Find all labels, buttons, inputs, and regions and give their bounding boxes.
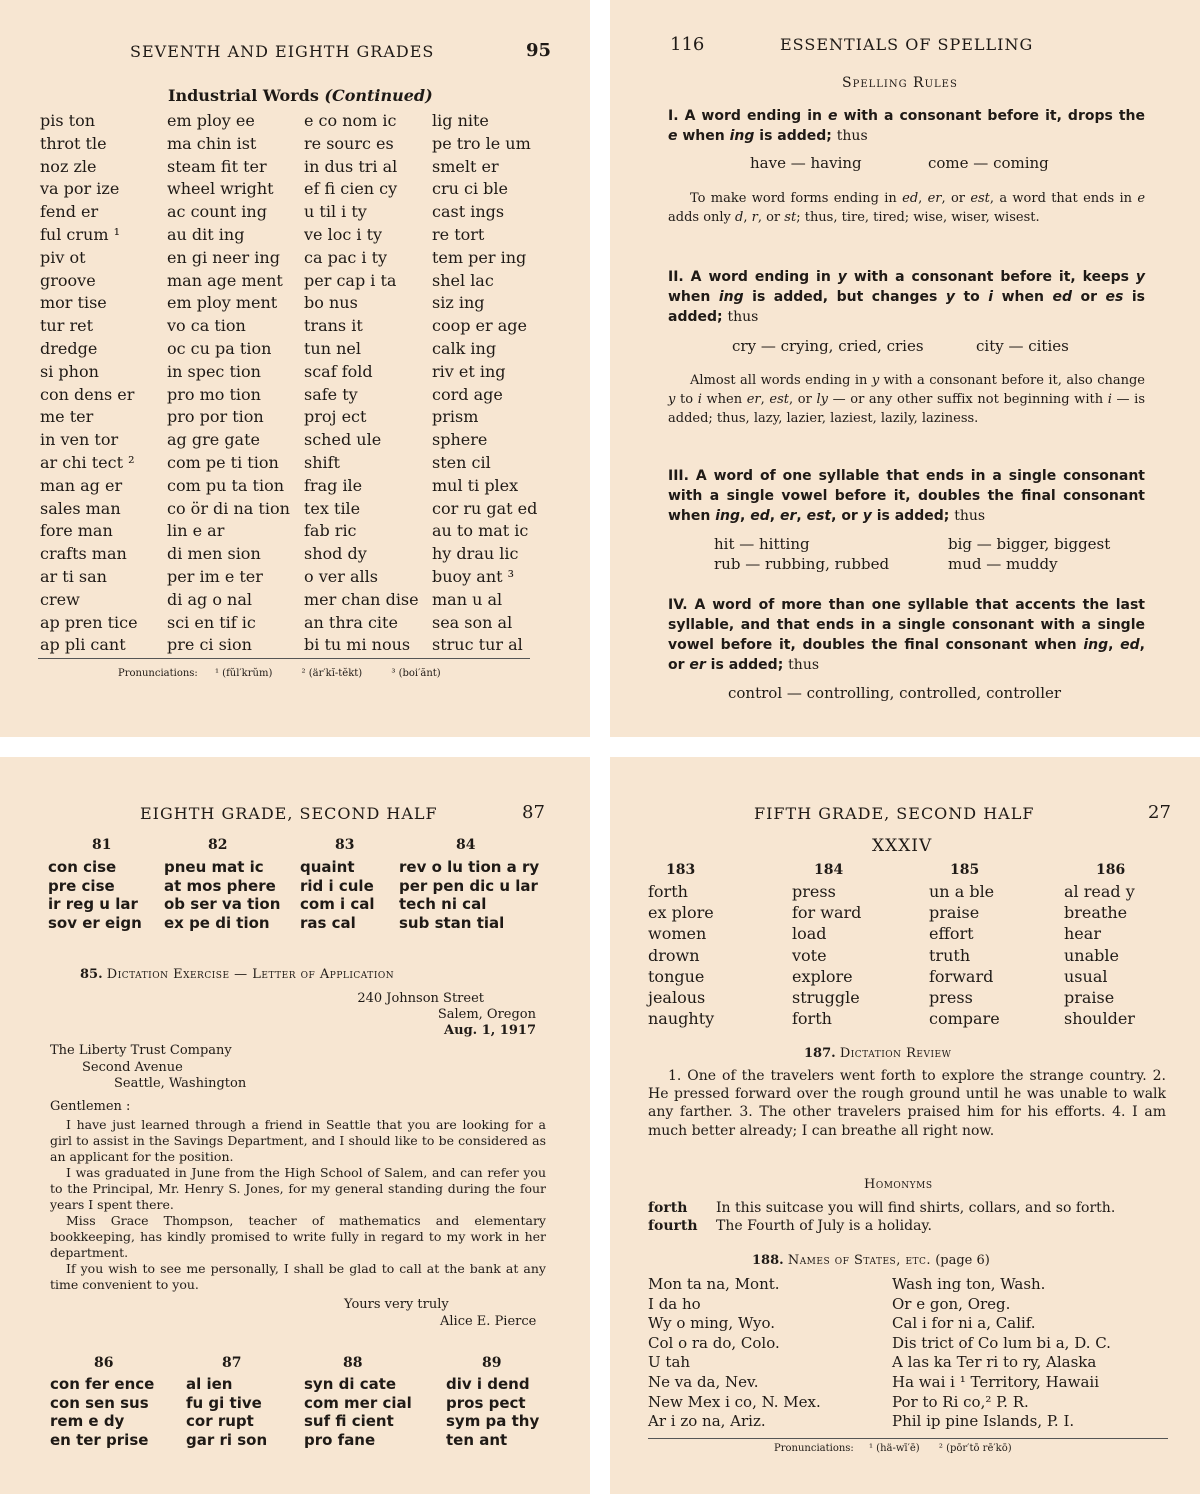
word-item: throt tle (40, 133, 107, 153)
word-item: noz zle (40, 156, 97, 176)
word-item: wheel wright (167, 179, 274, 199)
column-2 (792, 881, 929, 1029)
word-columns (648, 881, 1174, 1029)
word-item: shel lac (432, 270, 494, 290)
states-column-2 (892, 1275, 1172, 1432)
word-item: oc cu pa tion (167, 338, 272, 358)
word-item: usual (1064, 966, 1108, 986)
word-item: shift (304, 452, 340, 472)
word-item: o ver alls (304, 566, 378, 586)
word-item: un a ble (929, 882, 995, 901)
review-heading (804, 1046, 951, 1061)
word-item: proj ect (304, 407, 367, 427)
word-item: me ter (40, 407, 94, 427)
word-item: cor ru gat ed (432, 498, 538, 518)
column-4 (432, 110, 542, 657)
word-columns (40, 110, 542, 657)
word-item: mer chan dise (304, 589, 419, 609)
word-item: syn di cate (304, 1375, 397, 1393)
state-item: Cal i for ni a, Calif. (892, 1314, 1036, 1333)
word-item: tex tile (304, 498, 361, 518)
note-1: To make word forms ending in ed, er, or est, a word that ends in e adds only d, r, or st; thus, tire, tired; wise, wiser, wisest. (668, 191, 1146, 225)
word-item: ten ant (446, 1430, 508, 1449)
word-item: au dit ing (167, 224, 245, 244)
note-2: Almost all words ending in y with a consonant before it, also change y to i when er, est, or ly — or any other suffix not beginning with i — is added; thus, lazy, lazier, laziest, lazily, laziness. (668, 373, 1145, 426)
word-item: ar ti san (40, 566, 107, 586)
word-item: in ven tor (40, 430, 119, 450)
lesson-number-82: 82 (208, 837, 228, 853)
word-item: press (929, 988, 973, 1008)
page-fifth-grade (610, 757, 1200, 1494)
word-item: con sen sus (50, 1393, 149, 1412)
word-item: shod dy (304, 544, 367, 564)
example-1b: come — coming (928, 154, 1049, 172)
letter-signature: Alice E. Pierce (440, 1314, 537, 1329)
word-item: siz ing (432, 293, 485, 313)
letter-paragraph-1: I have just learned through a friend in Seattle that you are looking for a girl to assist in the Savings Department, and I should like to be considered as an applicant for the position. (50, 1117, 546, 1164)
word-item: au to mat ic (432, 521, 529, 541)
lesson-number-86: 86 (94, 1355, 114, 1371)
footnote-rule (648, 1438, 1168, 1439)
salutation: Gentlemen : (50, 1099, 131, 1114)
word-item: e co nom ic (304, 111, 397, 130)
word-item: lig nite (432, 111, 489, 130)
word-item: di men sion (167, 544, 261, 564)
word-item: per pen dic u lar (399, 876, 538, 895)
word-columns-bottom (50, 1375, 556, 1449)
column-2 (186, 1375, 304, 1449)
example-4: control — controlling, controlled, controller (728, 684, 1062, 702)
state-item: Dis trict of Co lum bi a, D. C. (892, 1333, 1111, 1352)
rule-2: II. A word ending in y with a consonant before it, keeps y when ing is added, but changes y to i when ed or es is added; thus (668, 269, 1145, 325)
column-2 (164, 858, 300, 932)
word-item: pro mo tion (167, 384, 261, 404)
lesson-number-87: 87 (222, 1355, 242, 1371)
pron-2: ² (är′kĭ-tĕkt) (301, 668, 363, 679)
word-item: ap pren tice (40, 612, 138, 632)
word-item: steam fit ter (167, 156, 267, 176)
example-3b: big — bigger, biggest (948, 535, 1111, 553)
word-item: tech ni cal (399, 895, 487, 914)
word-item: va por ize (40, 179, 120, 199)
state-item: Mon ta na, Mont. (648, 1275, 780, 1293)
word-item: pro por tion (167, 407, 264, 427)
page-number: 87 (522, 802, 545, 823)
word-item: di ag o nal (167, 589, 252, 609)
word-item: sea son al (432, 612, 513, 632)
word-item: pros pect (446, 1393, 526, 1412)
rule-4: IV. A word of more than one syllable that accents the last syllable, and that ends in a single consonant with a single vowel before it, doubles the final consonant when ing, ed, or er is added; thus (668, 597, 1145, 673)
word-item: women (648, 924, 707, 944)
page-number: 27 (1148, 802, 1171, 823)
rule-1: I. A word ending in e with a consonant before it, drops the e when ing is added; thus (668, 108, 1146, 144)
recipient-company: The Liberty Trust Company (50, 1043, 232, 1058)
word-item: gar ri son (186, 1430, 268, 1449)
word-item: bi tu mi nous (304, 635, 411, 655)
column-4 (399, 858, 549, 932)
word-item: cru ci ble (432, 179, 508, 199)
word-item: compare (929, 1009, 1000, 1029)
column-1 (48, 858, 164, 932)
word-item: in dus tri al (304, 156, 398, 176)
pron-1: ¹ (fŭl′krŭm) (214, 668, 273, 679)
word-item: ef fi cien cy (304, 179, 398, 199)
word-item: cord age (432, 384, 503, 404)
review-number: 187. (804, 1046, 836, 1061)
word-item: explore (792, 966, 853, 986)
word-item: ex plore (648, 903, 714, 923)
word-item: hy drau lic (432, 544, 519, 564)
word-item: piv ot (40, 247, 86, 267)
word-item: ag gre gate (167, 430, 260, 450)
recipient-address (50, 1043, 246, 1093)
word-item: jealous (648, 988, 706, 1008)
recipient-street: Second Avenue (82, 1059, 183, 1075)
section-title-continued: (Continued) (324, 86, 433, 105)
lesson-number-88: 88 (343, 1355, 363, 1371)
word-item: u til i ty (304, 202, 367, 222)
state-item: New Mex i co, N. Mex. (648, 1392, 821, 1411)
word-item: ap pli cant (40, 635, 126, 655)
word-item: tur ret (40, 316, 94, 336)
word-item: press (792, 882, 836, 901)
word-item: lin e ar (167, 521, 225, 541)
word-item: ac count ing (167, 202, 267, 222)
word-item: pis ton (40, 111, 96, 130)
review-title: Dictation Review (839, 1046, 952, 1061)
word-item: quaint (300, 858, 355, 876)
column-1 (50, 1375, 186, 1449)
word-item: for ward (792, 903, 862, 923)
word-item: load (792, 924, 827, 944)
word-item: vo ca tion (167, 316, 246, 336)
word-item: per cap i ta (304, 270, 397, 290)
letter-paragraph-4: If you wish to see me personally, I shall be glad to call at the bank at any time convenient to you. (50, 1261, 546, 1292)
word-item: an thra cite (304, 612, 398, 632)
word-item: ca pac i ty (304, 247, 388, 267)
word-item: ras cal (300, 913, 356, 932)
word-item: sov er eign (48, 913, 142, 932)
lesson-number-183: 183 (666, 862, 696, 878)
word-item: em ploy ee (167, 111, 255, 130)
word-item: cor rupt (186, 1412, 254, 1431)
column-4 (1064, 881, 1174, 1029)
state-item: Col o ra do, Colo. (648, 1333, 780, 1352)
footnote-rule (38, 658, 530, 659)
letter-paragraph-2: I was graduated in June from the High School of Salem, and can refer you to the Principal, Mr. Henry S. Jones, for my general standing during the four years I spent there. (50, 1165, 546, 1212)
word-item: hear (1064, 924, 1101, 944)
sender-address (276, 991, 536, 1039)
pronunciations (774, 1443, 1012, 1454)
letter-closing: Yours very truly (344, 1297, 449, 1312)
pron-3: ³ (boi′ănt) (391, 668, 441, 679)
column-4 (446, 1375, 556, 1449)
lesson-number-185: 185 (950, 862, 980, 878)
word-item: truth (929, 945, 971, 965)
column-1 (648, 881, 792, 1029)
states-title: Names of States, etc. (787, 1253, 932, 1268)
word-item: crew (40, 589, 80, 609)
word-item: div i dend (446, 1375, 530, 1393)
lesson-numeral: XXXIV (872, 836, 933, 856)
word-item: fu gi tive (186, 1393, 262, 1412)
word-item: re tort (432, 224, 485, 244)
word-item: forward (929, 966, 994, 986)
example-2a: cry — crying, cried, cries (732, 337, 924, 355)
section-title-text: Industrial Words (168, 86, 319, 105)
word-item: pre ci sion (167, 635, 252, 655)
word-item: com pe ti tion (167, 452, 279, 472)
word-item: com mer cial (304, 1393, 412, 1412)
states-heading (752, 1253, 990, 1268)
state-item: Or e gon, Oreg. (892, 1294, 1011, 1313)
word-columns-top (48, 858, 549, 932)
word-item: tem per ing (432, 247, 527, 267)
dictation-heading (80, 967, 394, 982)
word-item: rid i cule (300, 876, 374, 895)
word-item: con fer ence (50, 1375, 155, 1393)
word-item: forth (792, 1009, 832, 1029)
word-item: unable (1064, 945, 1119, 965)
word-item: tongue (648, 966, 705, 986)
word-item: en gi neer ing (167, 247, 280, 267)
column-2 (167, 110, 304, 657)
word-item: con dens er (40, 384, 135, 404)
review-text: 1. One of the travelers went forth to explore the strange country. 2. He pressed forward over the rough ground until he was unable to walk any farther. 3. The other travelers praised him for his efforts. 4. I am much better already; I can breathe all right now. (648, 1068, 1166, 1139)
word-item: bo nus (304, 293, 358, 313)
word-item: co ör di na tion (167, 498, 290, 518)
address-street: 240 Johnson Street (357, 991, 484, 1006)
word-item: rem e dy (50, 1412, 125, 1431)
word-item: man age ment (167, 270, 283, 290)
state-item: Por to Ri co,² P. R. (892, 1392, 1029, 1411)
word-item: frag ile (304, 475, 363, 495)
word-item: sphere (432, 430, 488, 450)
example-2b: city — cities (976, 337, 1069, 355)
word-item: dredge (40, 338, 98, 358)
letter-paragraph-3: Miss Grace Thompson, teacher of mathematics and elementary bookkeeping, has kindly promised to write fully in regard to my work in her department. (50, 1213, 546, 1260)
word-item: sub stan tial (399, 913, 505, 932)
section-title (168, 86, 433, 105)
word-item: mor tise (40, 293, 107, 313)
page-letter-of-application (0, 757, 590, 1494)
word-item: riv et ing (432, 361, 506, 381)
word-item: pe tro le um (432, 133, 531, 153)
word-item: shoulder (1064, 1009, 1135, 1029)
word-item: man ag er (40, 475, 123, 495)
word-item: fab ric (304, 521, 357, 541)
dictation-number: 85. (80, 967, 103, 982)
state-item: Ne va da, Nev. (648, 1372, 759, 1391)
word-item: sym pa thy (446, 1412, 540, 1431)
word-item: al read y (1064, 882, 1135, 901)
state-item: Wash ing ton, Wash. (892, 1275, 1046, 1293)
homonyms-title: Homonyms (864, 1177, 933, 1192)
word-item: ir reg u lar (48, 895, 138, 914)
state-item: I da ho (648, 1294, 701, 1313)
lesson-number-89: 89 (482, 1355, 502, 1371)
word-item: fend er (40, 202, 99, 222)
word-item: ar chi tect ² (40, 452, 135, 472)
letter-body (50, 1117, 546, 1293)
word-item: com i cal (300, 895, 375, 914)
word-item: struggle (792, 988, 860, 1008)
running-header: EIGHTH GRADE, SECOND HALF (140, 804, 438, 823)
pron-1: ¹ (hä-wī′ē) (868, 1443, 920, 1454)
word-item: scaf fold (304, 361, 373, 381)
homonym-sentence-1: In this suitcase you will find shirts, collars, and so forth. (716, 1200, 1116, 1216)
word-item: ex pe di tion (164, 913, 270, 932)
word-item: tun nel (304, 338, 362, 358)
word-item: sales man (40, 498, 121, 518)
word-item: ful crum ¹ (40, 224, 121, 244)
pron-label: Pronunciations: (118, 668, 198, 679)
homonym-word-1: forth (648, 1200, 688, 1216)
word-item: fore man (40, 521, 113, 541)
word-item: en ter prise (50, 1430, 149, 1449)
state-item: U tah (648, 1353, 691, 1372)
word-item: coop er age (432, 316, 528, 336)
word-item: in spec tion (167, 361, 261, 381)
word-item: ve loc i ty (304, 224, 383, 244)
word-item: drown (648, 945, 700, 965)
word-item: con cise (48, 858, 117, 876)
state-item: A las ka Ter ri to ry, Alaska (892, 1353, 1097, 1372)
state-item: Wy o ming, Wyo. (648, 1314, 776, 1333)
word-item: si phon (40, 361, 99, 381)
word-item: struc tur al (432, 635, 523, 655)
state-item: Ar i zo na, Ariz. (648, 1412, 766, 1431)
word-item: calk ing (432, 338, 497, 358)
word-item: suf fi cient (304, 1412, 394, 1431)
word-item: prism (432, 407, 479, 427)
word-item: com pu ta tion (167, 475, 285, 495)
pronunciations (118, 668, 441, 679)
word-item: trans it (304, 316, 363, 336)
word-item: al ien (186, 1375, 233, 1393)
word-item: sten cil (432, 452, 491, 472)
homonym-word-2: fourth (648, 1218, 698, 1234)
word-item: man u al (432, 589, 503, 609)
word-item: pro fane (304, 1430, 376, 1449)
word-item: safe ty (304, 384, 358, 404)
word-item: cast ings (432, 202, 505, 222)
word-item: re sourc es (304, 133, 394, 153)
column-1 (40, 110, 167, 657)
column-3 (304, 110, 432, 657)
column-3 (304, 1375, 446, 1449)
rule-3: III. A word of one syllable that ends in a single consonant with a single vowel before it, doubles the final consonant when ing, ed, er, est, or y is added; thus (668, 468, 1145, 524)
running-header: ESSENTIALS OF SPELLING (780, 35, 1034, 54)
homonym-sentence-2: The Fourth of July is a holiday. (716, 1218, 932, 1234)
lesson-number-84: 84 (456, 837, 476, 853)
dictation-title: Dictation Exercise — Letter of Application (106, 967, 395, 982)
state-item: Phil ip pine Islands, P. I. (892, 1412, 1075, 1431)
example-3a: hit — hitting (714, 535, 810, 553)
states-column-1 (648, 1275, 892, 1432)
states-number: 188. (752, 1253, 784, 1268)
word-item: crafts man (40, 544, 127, 564)
word-item: praise (929, 903, 980, 923)
letter-date: Aug. 1, 1917 (444, 1023, 536, 1038)
word-item: sched ule (304, 430, 382, 450)
pron-2: ² (pōr′tō rē′kō) (938, 1443, 1012, 1454)
word-item: breathe (1064, 903, 1128, 923)
word-item: rev o lu tion a ry (399, 858, 540, 876)
word-item: at mos phere (164, 876, 276, 895)
word-item: mul ti plex (432, 475, 519, 495)
example-1a: have — having (750, 154, 862, 172)
example-3c: rub — rubbing, rubbed (714, 555, 890, 573)
column-3 (300, 858, 399, 932)
states-page-ref: (page 6) (935, 1253, 990, 1268)
word-item: praise (1064, 988, 1115, 1008)
state-item: Ha wai i ¹ Territory, Hawaii (892, 1372, 1099, 1391)
pron-label: Pronunciations: (774, 1443, 854, 1454)
section-subtitle: Spelling Rules (842, 75, 958, 91)
lesson-number-83: 83 (335, 837, 355, 853)
word-item: groove (40, 270, 96, 290)
lesson-number-81: 81 (92, 837, 112, 853)
word-item: vote (792, 945, 827, 965)
word-item: sci en tif ic (167, 612, 256, 632)
word-item: pre cise (48, 876, 115, 895)
page-industrial-words (0, 0, 590, 737)
word-item: pneu mat ic (164, 858, 264, 876)
word-item: ma chin ist (167, 133, 257, 153)
recipient-city: Seattle, Washington (114, 1076, 247, 1091)
states-columns (648, 1275, 1172, 1432)
page-number: 116 (670, 34, 705, 55)
lesson-number-184: 184 (814, 862, 844, 878)
address-city: Salem, Oregon (437, 1007, 536, 1022)
running-header: SEVENTH AND EIGHTH GRADES (130, 42, 435, 61)
word-item: per im e ter (167, 566, 263, 586)
word-item: em ploy ment (167, 293, 278, 313)
page-spelling-rules (610, 0, 1200, 737)
word-item: forth (648, 882, 688, 901)
example-3d: mud — muddy (948, 555, 1058, 573)
word-item: effort (929, 924, 974, 944)
word-item: buoy ant ³ (432, 566, 515, 586)
word-item: naughty (648, 1009, 715, 1029)
page-number: 95 (526, 40, 552, 61)
word-item: ob ser va tion (164, 895, 281, 914)
running-header: FIFTH GRADE, SECOND HALF (754, 804, 1035, 823)
column-3 (929, 881, 1064, 1029)
word-item: smelt er (432, 156, 499, 176)
lesson-number-186: 186 (1096, 862, 1126, 878)
